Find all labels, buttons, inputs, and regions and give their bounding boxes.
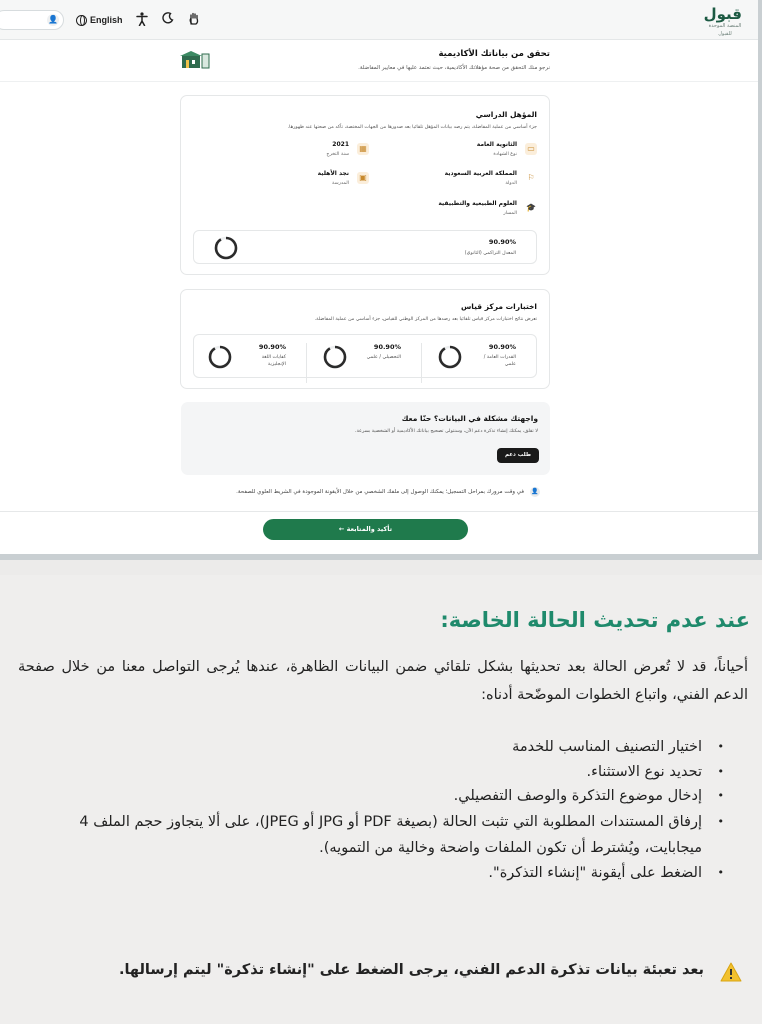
certificate-type-label: نوع الشهادة xyxy=(493,152,517,157)
profile-menu[interactable] xyxy=(0,10,64,30)
test-general-gauge xyxy=(438,345,462,369)
school-value: نجد الأهلية xyxy=(317,170,349,177)
language-toggle[interactable] xyxy=(76,10,123,30)
logo-subtext: المنصة الموحدة للقبول xyxy=(708,23,742,37)
qabool-logo[interactable] xyxy=(703,5,742,38)
warning-text: بعد تعبئة بيانات تذكرة الدعم الفني، يرجى الضغط على "إنشاء تذكرة" ليتم إرسالها. xyxy=(118,962,704,978)
track-item xyxy=(417,200,537,222)
divider xyxy=(306,343,307,383)
support-description: لا تقلق، يمكنك إنشاء تذكرة دعم الآن، وسنتولى تصحيح بياناتك الأكاديمية أو الشخصية بسرعة. xyxy=(354,429,538,434)
country-label: الدولة xyxy=(505,181,517,186)
bullet-icon: • xyxy=(717,814,724,828)
qualification-title: المؤهل الدراسي xyxy=(475,110,537,119)
test-achievement-label: التحصيلي / علمي xyxy=(366,355,401,360)
qiyas-test-english xyxy=(192,335,306,377)
top-navigation-bar xyxy=(0,0,758,40)
steps-list xyxy=(18,735,748,885)
country-value: المملكة العربية السعودية xyxy=(444,170,517,177)
page-header xyxy=(0,40,758,82)
academic-illustration-icon xyxy=(178,48,212,70)
language-label: English xyxy=(90,15,123,25)
test-achievement-value: 90.90% xyxy=(373,343,401,351)
article-heading: عند عدم تحديث الحالة الخاصة: xyxy=(440,608,750,632)
qiyas-test-achievement xyxy=(307,335,421,377)
test-english-gauge xyxy=(208,345,232,369)
graduation-year-item xyxy=(249,141,369,163)
bullet-icon: • xyxy=(717,740,724,753)
support-card xyxy=(181,402,550,475)
article-section xyxy=(0,575,762,1024)
qiyas-description: تعرض نتائج اختبارات مركز قياس تلقائيا بعد رصدها من المركز الوطني للقياس، جزء أساسي من عملية المفاضلة. xyxy=(314,317,537,322)
support-title: واجهتك مشكلة في البيانات؟ حنّا معك xyxy=(401,414,538,423)
bullet-icon: • xyxy=(717,865,724,879)
profile-note xyxy=(190,487,540,499)
flag-icon: ⚐ xyxy=(525,172,537,184)
calendar-icon: ▦ xyxy=(357,143,369,155)
profile-note-text: في وقت مرورك بمراحل التسجيل؛ يمكنك الوصول إلى ملفك الشخصي من خلال الأيقونة الموجودة في الشريط العلوي للصفحة. xyxy=(236,489,524,495)
test-general-label: القدرات العامة / علمي xyxy=(483,355,516,367)
gpa-label: المعدل التراكمي (الثانوي) xyxy=(464,251,516,256)
warning-icon xyxy=(720,962,742,982)
step-text: تحديد نوع الاستثناء. xyxy=(586,763,702,780)
confirm-continue-button[interactable]: تأكيد والمتابعة ← xyxy=(263,519,468,540)
page-title: تحقق من بياناتك الأكاديمية xyxy=(438,49,550,59)
graduation-cap-icon: 🎓 xyxy=(526,203,536,212)
step-text: إرفاق المستندات المطلوبة التي تثبت الحالة (بصيغة PDF أو JPG أو JPEG)، على ألا يتجاوز حجم الملف 4 ميجابايت، ويُشترط أن تكون الملفات واضحة وخالية من التمويه). xyxy=(79,813,702,856)
school-label: المدرسة xyxy=(332,181,349,186)
request-support-button[interactable]: طلب دعم xyxy=(497,448,539,463)
track-value: العلوم الطبيعية والتطبيقية xyxy=(438,200,517,207)
list-item xyxy=(18,760,748,785)
test-general-value: 90.90% xyxy=(488,343,516,351)
certificate-type-value: الثانوية العامة xyxy=(476,141,517,148)
qiyas-card xyxy=(180,289,550,389)
user-info-icon: 👤 xyxy=(531,488,539,495)
test-achievement-gauge xyxy=(323,345,347,369)
step-text: اختيار التصنيف المناسب للخدمة xyxy=(512,739,702,755)
bullet-icon: • xyxy=(717,789,724,802)
list-item xyxy=(18,784,748,809)
list-item xyxy=(18,809,748,861)
list-item xyxy=(18,735,748,760)
divider xyxy=(421,343,422,383)
school-item xyxy=(249,170,369,192)
step-text: الضغط على أيقونة "إنشاء التذكرة". xyxy=(488,864,702,881)
gpa-value: 90.90% xyxy=(488,238,516,246)
dark-mode-icon[interactable] xyxy=(161,12,175,28)
list-item xyxy=(18,861,748,886)
school-icon: ▣ xyxy=(357,172,369,184)
qiyas-test-general xyxy=(422,335,536,377)
gpa-gauge xyxy=(214,236,238,260)
graduation-year-value: 2021 xyxy=(332,141,349,148)
certificate-type-item xyxy=(417,141,537,163)
bullet-icon: • xyxy=(717,764,724,778)
certificate-icon: ▭ xyxy=(525,143,537,155)
track-label: المسار xyxy=(503,211,517,216)
page-subtitle: نرجو منك التحقق من صحة مؤهلاتك الأكاديمية، حيث نعتمد عليها في معايير المفاضلة. xyxy=(358,65,550,71)
test-english-value: 90.90% xyxy=(258,343,286,351)
gpa-box xyxy=(193,230,537,264)
user-icon: 👤 xyxy=(48,15,58,24)
graduation-year-label: سنة التخرج xyxy=(326,152,349,157)
qualification-description: جزء أساسي من عملية المفاضلة، يتم رصد بيانات المؤهل تلقائيا بعد صدورها من الجهات المختصة، تأكد من صحتها عند ظهورها. xyxy=(287,125,537,130)
qualification-card xyxy=(180,95,550,275)
step-text: إدخال موضوع التذكرة والوصف التفصيلي. xyxy=(453,788,702,804)
top-bar-controls xyxy=(0,9,201,31)
footer-divider xyxy=(0,511,758,512)
warning-row xyxy=(42,960,742,984)
sign-language-icon[interactable] xyxy=(187,12,201,28)
country-item xyxy=(417,170,537,192)
test-english-label: كفايات اللغة الإنجليزية xyxy=(261,355,286,367)
article-paragraph: أحياناً، قد لا تُعرض الحالة بعد تحديثها بشكل تلقائي ضمن البيانات الظاهرة، عندها يُرجى التواصل معنا من خلال صفحة الدعم الفني، واتباع الخطوات الموضّحة أدناه: xyxy=(18,659,748,703)
logo-text: قبول xyxy=(703,5,742,23)
qiyas-title: اختبارات مركز قياس xyxy=(460,302,537,311)
globe-icon xyxy=(76,15,87,26)
qiyas-tests-box xyxy=(193,334,537,378)
accessibility-icon[interactable] xyxy=(135,12,149,28)
